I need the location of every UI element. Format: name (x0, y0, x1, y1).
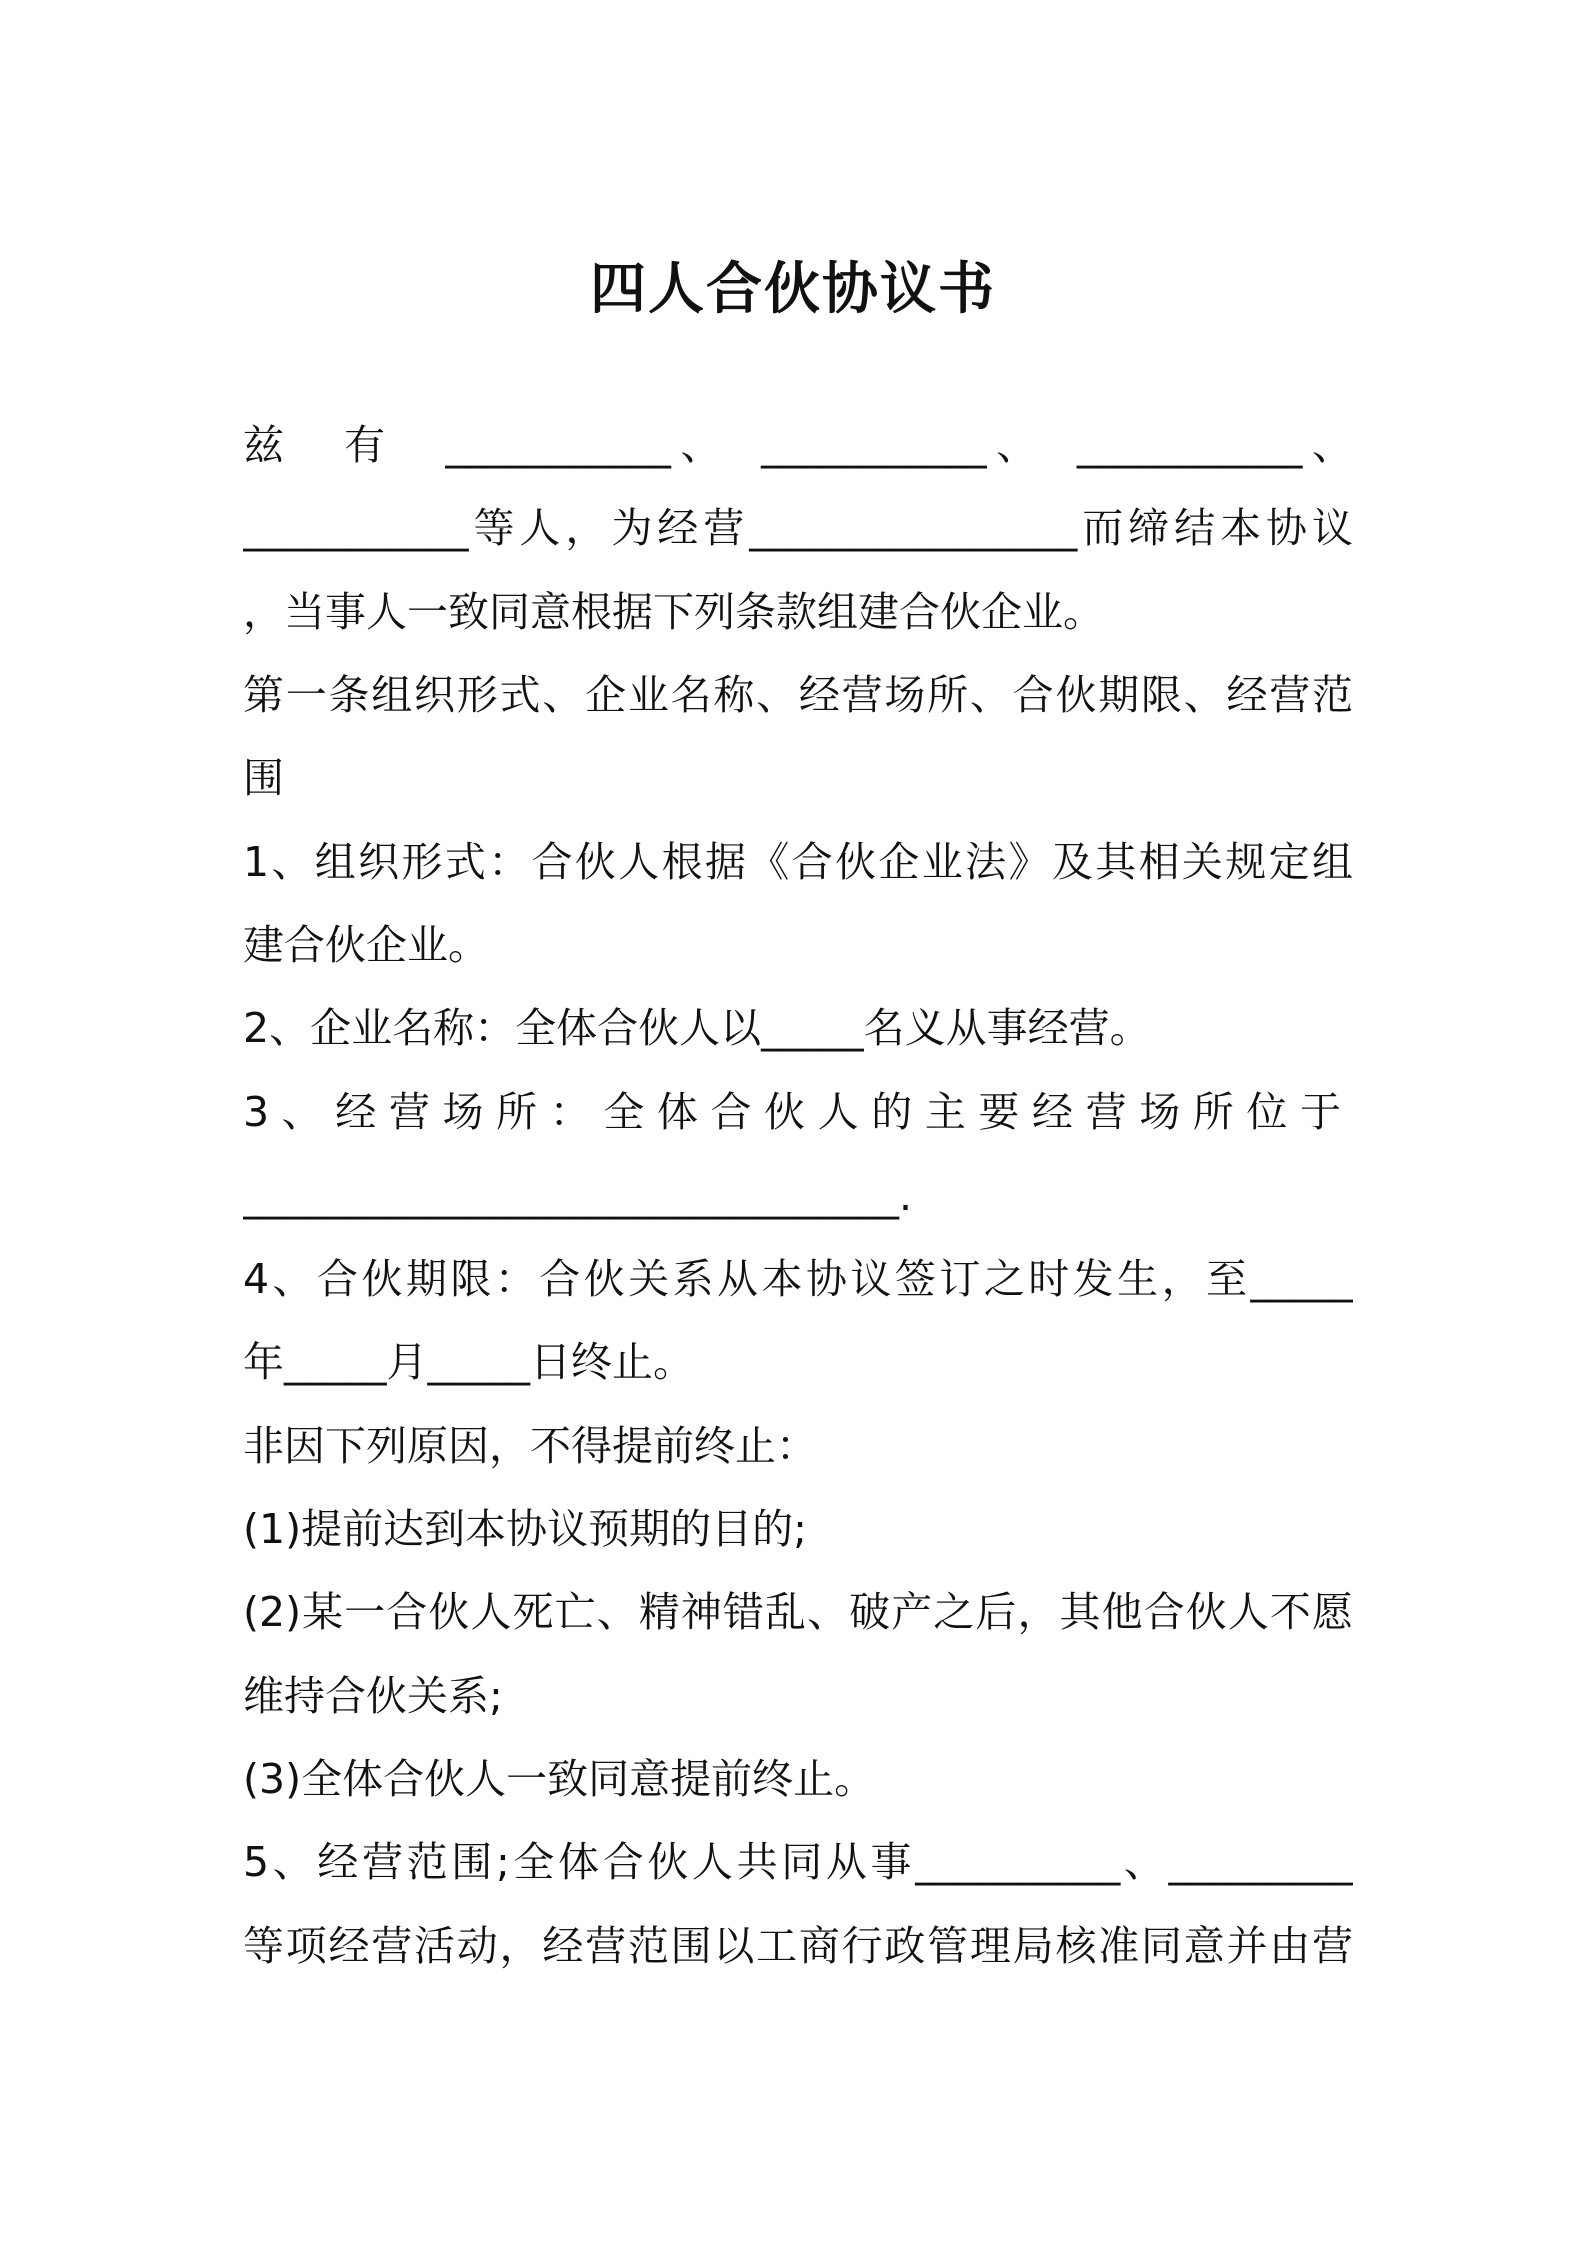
clause-line: 年_____月_____日终止。 (243, 1338, 694, 1386)
clause-line: 2、企业名称：全体合伙人以_____名义从事经营。 (243, 1004, 1151, 1052)
clause-line: 非因下列原因，不得提前终止： (243, 1422, 817, 1470)
list-item: (1)提前达到本协议预期的目的; (243, 1505, 807, 1553)
clause-line: 3、经营场所：全体合伙人的主要经营场所位于 (243, 1088, 1353, 1136)
paragraph-line: ___________等人，为经营________________而缔结本协议 (243, 504, 1353, 552)
document-title: 四人合伙协议书 (590, 257, 996, 322)
paragraph-line: ，当事人一致同意根据下列条款组建合伙企业。 (243, 588, 1104, 636)
list-item: (2)某一合伙人死亡、精神错乱、破产之后，其他合伙人不愿 (243, 1588, 1353, 1636)
list-item: (3)全体合伙人一致同意提前终止。 (243, 1755, 876, 1803)
blank-line: ________________________________. (243, 1172, 913, 1220)
article-heading-line: 第一条组织形式、企业名称、经营场所、合伙期限、经营范 (243, 671, 1353, 719)
list-item: 维持合伙关系; (243, 1672, 503, 1720)
paragraph-line: 兹 有 ___________、 ___________、 ___________、 (243, 421, 1353, 469)
clause-line: 建合伙企业。 (243, 921, 489, 969)
clause-line: 1、组织形式：合伙人根据《合伙企业法》及其相关规定组 (243, 838, 1353, 886)
clause-line: 4、合伙期限：合伙关系从本协议签订之时发生，至_____ (243, 1255, 1353, 1303)
clause-line: 等项经营活动，经营范围以工商行政管理局核准同意并由营 (243, 1922, 1353, 1970)
article-heading-line: 围 (243, 754, 284, 802)
clause-line: 5、经营范围;全体合伙人共同从事__________、_________ (243, 1838, 1353, 1886)
